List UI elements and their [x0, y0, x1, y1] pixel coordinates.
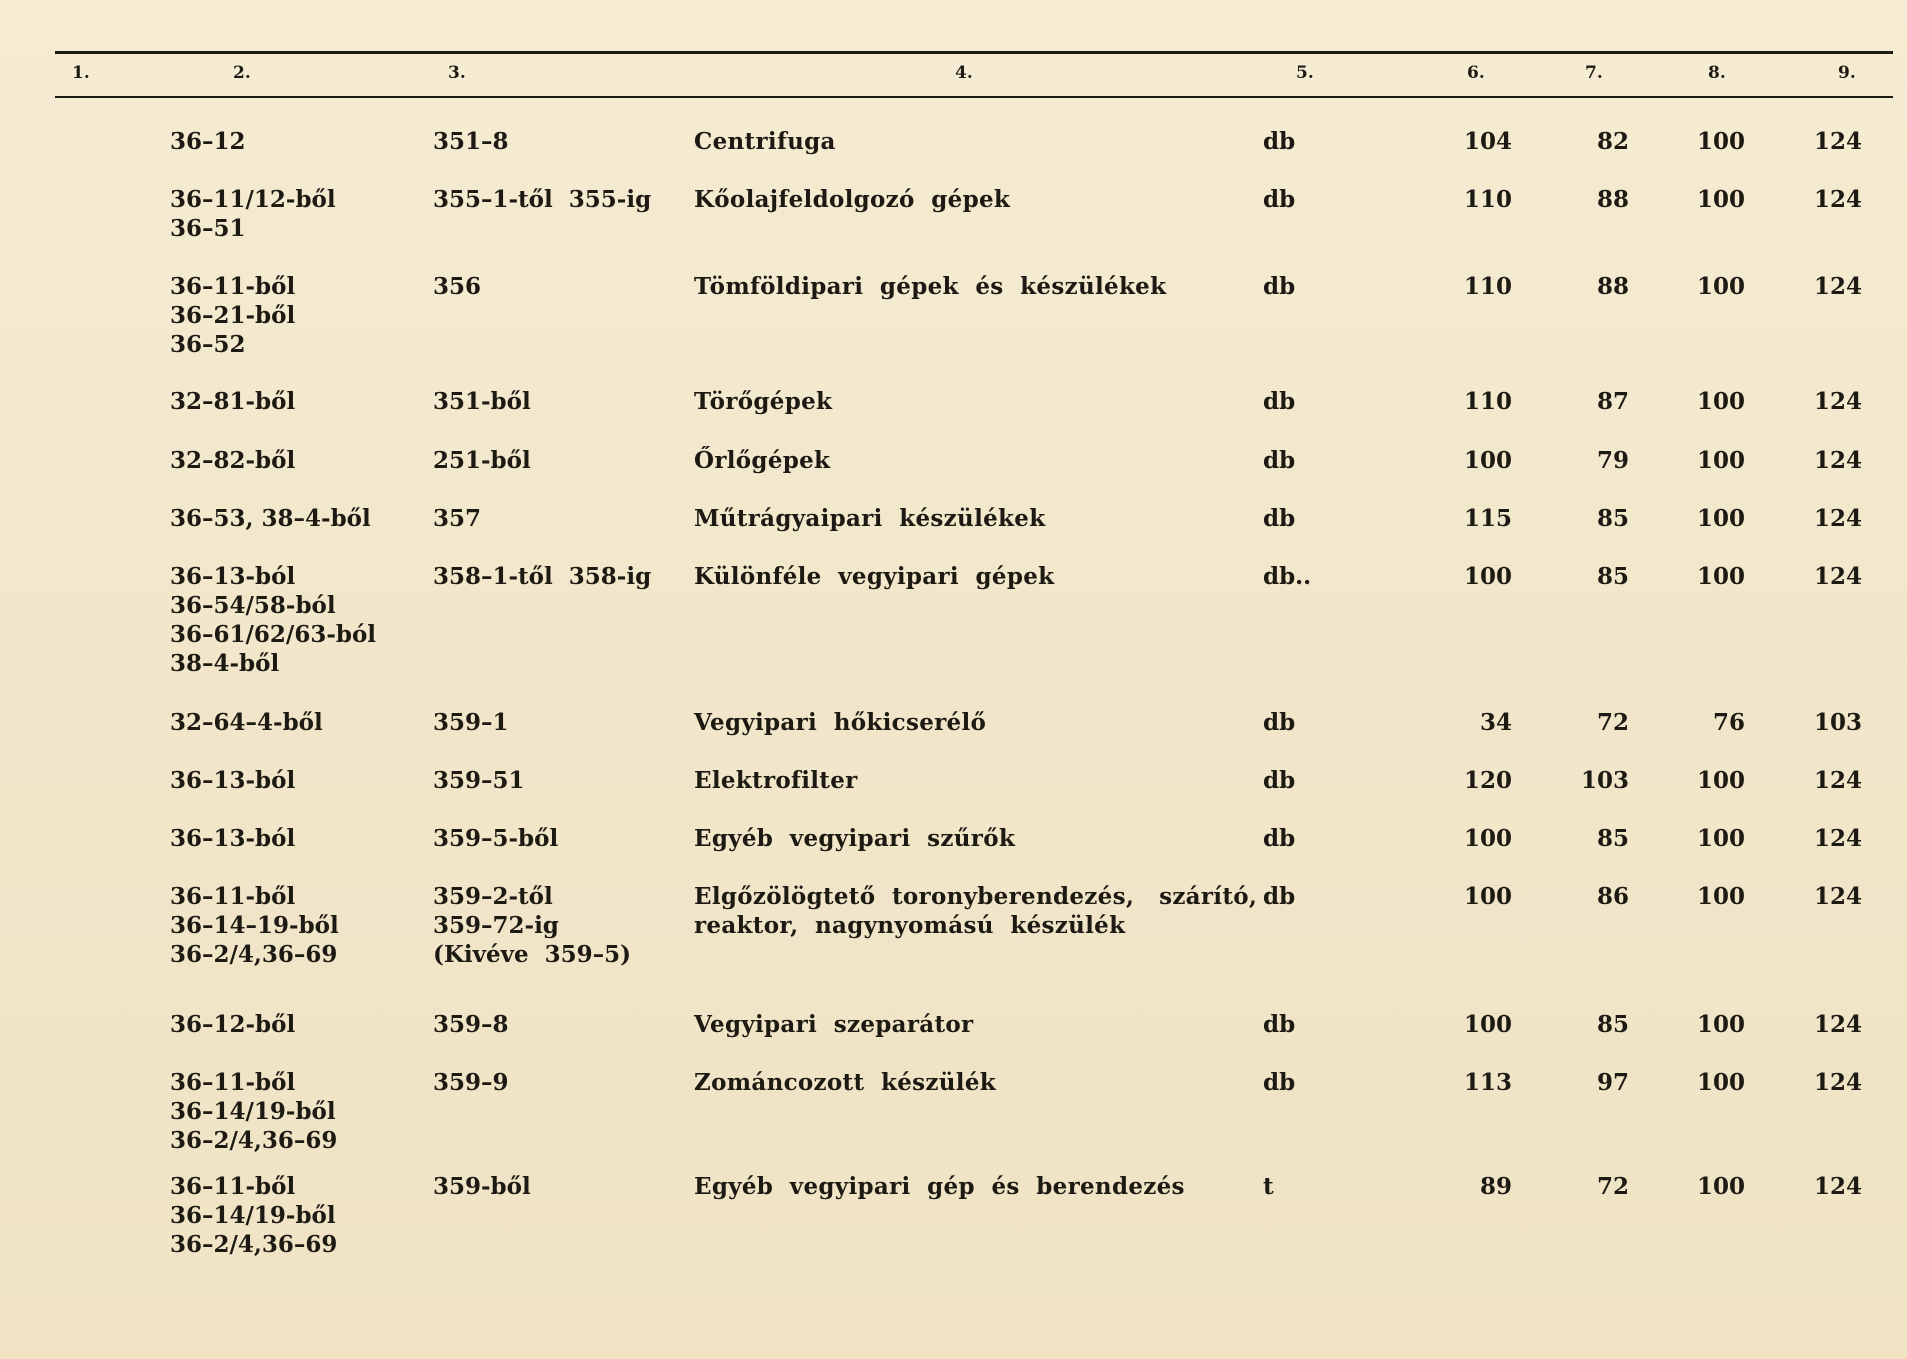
code-cell — [170, 882, 339, 969]
value-col8-cell: 100 — [1696, 447, 1745, 474]
product-name-cell — [694, 272, 1166, 301]
code-cell — [170, 446, 295, 475]
code-cell — [170, 708, 323, 737]
header-col-1: 1. — [72, 63, 90, 83]
code-cell-line: 36–61/62/63-ból — [170, 621, 377, 648]
code-cell-line: 36–12-ből — [170, 1011, 296, 1038]
unit-cell: db.. — [1263, 563, 1312, 590]
reference-cell-line: 359–51 — [433, 767, 525, 794]
reference-cell-line: 359–2-től — [433, 883, 553, 910]
product-name-cell — [694, 127, 836, 156]
reference-cell-line: 359–9 — [433, 1069, 509, 1096]
product-name-cell-line: Centrifuga — [694, 128, 836, 155]
product-name-cell — [694, 1010, 973, 1039]
value-col8-cell: 100 — [1696, 1173, 1745, 1200]
product-name-cell-line: Tömföldipari gépek és készülékek — [694, 273, 1167, 300]
table-top-rule — [55, 51, 1893, 54]
value-col9-cell: 103 — [1813, 709, 1862, 736]
value-col9-cell: 124 — [1813, 273, 1862, 300]
value-col8-cell: 100 — [1696, 563, 1745, 590]
code-cell-line: 36–14/19-ből — [170, 1098, 336, 1125]
value-col7-cell: 72 — [1596, 709, 1629, 736]
reference-cell — [433, 387, 531, 416]
value-col8-cell: 100 — [1696, 767, 1745, 794]
value-col8-cell: 100 — [1696, 1011, 1745, 1038]
reference-cell — [433, 766, 525, 795]
reference-cell-line: 351-ből — [433, 388, 531, 415]
value-col7-cell: 85 — [1596, 1011, 1629, 1038]
value-col8-cell: 100 — [1696, 883, 1745, 910]
product-name-cell — [694, 766, 858, 795]
unit-cell: t — [1263, 1173, 1274, 1200]
header-col-8: 8. — [1708, 63, 1726, 83]
product-name-cell-line: Műtrágyaipari készülékek — [694, 505, 1046, 532]
product-name-cell-line: Vegyipari szeparátor — [694, 1011, 974, 1038]
reference-cell — [433, 1172, 531, 1201]
product-name-cell-line: Elektrofilter — [694, 767, 858, 794]
reference-cell — [433, 824, 558, 853]
value-col6-cell: 104 — [1463, 128, 1512, 155]
product-name-cell — [694, 185, 1010, 214]
product-name-cell — [694, 708, 986, 737]
code-cell — [170, 272, 295, 359]
product-name-cell — [694, 1068, 996, 1097]
product-name-cell — [694, 387, 832, 416]
product-name-cell-line: Különféle vegyipari gépek — [694, 563, 1055, 590]
code-cell — [170, 1068, 337, 1155]
product-name-cell — [694, 882, 1257, 940]
value-col6-cell: 110 — [1463, 388, 1512, 415]
product-name-cell — [694, 824, 1015, 853]
value-col6-cell: 120 — [1463, 767, 1512, 794]
code-cell-line: 32–82-ből — [170, 447, 296, 474]
table-header-rule — [55, 96, 1893, 98]
product-name-cell — [694, 504, 1045, 533]
value-col9-cell: 124 — [1813, 186, 1862, 213]
code-cell-line: 36–11-ből — [170, 1069, 296, 1096]
code-cell — [170, 766, 295, 795]
value-col7-cell: 82 — [1596, 128, 1629, 155]
code-cell-line: 36–54/58-ból — [170, 592, 336, 619]
reference-cell — [433, 882, 631, 969]
reference-cell — [433, 272, 481, 301]
header-col-4: 4. — [955, 63, 973, 83]
reference-cell-line: 359-ből — [433, 1173, 531, 1200]
value-col9-cell: 124 — [1813, 1069, 1862, 1096]
value-col7-cell: 86 — [1596, 883, 1629, 910]
code-cell-line: 36–12 — [170, 128, 246, 155]
header-col-9: 9. — [1838, 63, 1856, 83]
value-col8-cell: 100 — [1696, 825, 1745, 852]
reference-cell-line: 355–1-től 355-ig — [433, 186, 652, 213]
value-col9-cell: 124 — [1813, 128, 1862, 155]
reference-cell-line: 359–8 — [433, 1011, 509, 1038]
product-name-cell — [694, 1172, 1185, 1201]
value-col8-cell: 76 — [1712, 709, 1745, 736]
reference-cell — [433, 562, 651, 591]
value-col9-cell: 124 — [1813, 505, 1862, 532]
code-cell-line: 36–52 — [170, 331, 246, 358]
value-col8-cell: 100 — [1696, 128, 1745, 155]
product-name-cell-line: Egyéb vegyipari szűrők — [694, 825, 1016, 852]
value-col6-cell: 100 — [1463, 1011, 1512, 1038]
value-col9-cell: 124 — [1813, 388, 1862, 415]
value-col9-cell: 124 — [1813, 447, 1862, 474]
unit-cell: db — [1263, 186, 1296, 213]
value-col6-cell: 100 — [1463, 825, 1512, 852]
reference-cell — [433, 504, 481, 533]
reference-cell-line: (Kivéve 359–5) — [433, 941, 632, 968]
code-cell-line: 36–53, 38–4-ből — [170, 505, 371, 532]
product-name-cell-line: Egyéb vegyipari gép és berendezés — [694, 1173, 1185, 1200]
code-cell-line: 36–14–19-ből — [170, 912, 339, 939]
code-cell — [170, 185, 336, 243]
code-cell-line: 36–2/4,36–69 — [170, 1231, 338, 1258]
value-col9-cell: 124 — [1813, 1173, 1862, 1200]
value-col8-cell: 100 — [1696, 186, 1745, 213]
value-col8-cell: 100 — [1696, 505, 1745, 532]
reference-cell-line: 358–1-től 358-ig — [433, 563, 652, 590]
code-cell — [170, 127, 246, 156]
code-cell — [170, 387, 295, 416]
value-col9-cell: 124 — [1813, 883, 1862, 910]
code-cell-line: 38–4-ből — [170, 650, 280, 677]
code-cell-line: 36–2/4,36–69 — [170, 1127, 338, 1154]
header-col-3: 3. — [448, 63, 466, 83]
value-col9-cell: 124 — [1813, 1011, 1862, 1038]
code-cell-line: 36–13-ból — [170, 563, 296, 590]
code-cell-line: 36–11-ből — [170, 883, 296, 910]
reference-cell-line: 359–72-ig — [433, 912, 559, 939]
product-name-cell-line: Elgőzölögtető toronyberendezés, szárító, — [694, 883, 1258, 910]
value-col6-cell: 89 — [1479, 1173, 1512, 1200]
value-col7-cell: 103 — [1580, 767, 1629, 794]
header-col-2: 2. — [233, 63, 251, 83]
value-col7-cell: 85 — [1596, 825, 1629, 852]
unit-cell: db — [1263, 447, 1296, 474]
product-name-cell — [694, 562, 1054, 591]
value-col6-cell: 100 — [1463, 883, 1512, 910]
product-name-cell-line: Vegyipari hőkicserélő — [694, 709, 987, 736]
value-col6-cell: 34 — [1479, 709, 1512, 736]
reference-cell — [433, 1068, 509, 1097]
value-col7-cell: 85 — [1596, 563, 1629, 590]
code-cell-line: 32–64–4-ből — [170, 709, 323, 736]
value-col6-cell: 100 — [1463, 563, 1512, 590]
reference-cell-line: 251-ből — [433, 447, 531, 474]
product-name-cell-line: Őrlőgépek — [694, 447, 831, 474]
unit-cell: db — [1263, 388, 1296, 415]
code-cell-line: 36–13-ból — [170, 767, 296, 794]
value-col9-cell: 124 — [1813, 563, 1862, 590]
product-name-cell-line: Törőgépek — [694, 388, 833, 415]
reference-cell — [433, 708, 509, 737]
value-col6-cell: 115 — [1463, 505, 1512, 532]
value-col9-cell: 124 — [1813, 825, 1862, 852]
code-cell-line: 36–14/19-ből — [170, 1202, 336, 1229]
code-cell-line: 32–81-ből — [170, 388, 296, 415]
value-col7-cell: 97 — [1596, 1069, 1629, 1096]
unit-cell: db — [1263, 1069, 1296, 1096]
reference-cell-line: 359–5-ből — [433, 825, 559, 852]
code-cell-line: 36–51 — [170, 215, 246, 242]
product-name-cell-line: Zománcozott készülék — [694, 1069, 997, 1096]
code-cell — [170, 504, 371, 533]
value-col7-cell: 72 — [1596, 1173, 1629, 1200]
unit-cell: db — [1263, 883, 1296, 910]
value-col7-cell: 79 — [1596, 447, 1629, 474]
code-cell-line: 36–13-ból — [170, 825, 296, 852]
reference-cell-line: 356 — [433, 273, 482, 300]
value-col8-cell: 100 — [1696, 388, 1745, 415]
value-col9-cell: 124 — [1813, 767, 1862, 794]
header-col-7: 7. — [1585, 63, 1603, 83]
unit-cell: db — [1263, 825, 1296, 852]
reference-cell-line: 351–8 — [433, 128, 509, 155]
unit-cell: db — [1263, 505, 1296, 532]
code-cell-line: 36–11/12-ből — [170, 186, 336, 213]
value-col8-cell: 100 — [1696, 273, 1745, 300]
unit-cell: db — [1263, 273, 1296, 300]
product-name-cell — [694, 446, 830, 475]
reference-cell — [433, 185, 651, 214]
unit-cell: db — [1263, 767, 1296, 794]
unit-cell: db — [1263, 128, 1296, 155]
reference-cell — [433, 1010, 509, 1039]
value-col6-cell: 113 — [1463, 1069, 1512, 1096]
code-cell — [170, 562, 376, 678]
code-cell — [170, 1172, 337, 1259]
value-col7-cell: 88 — [1596, 186, 1629, 213]
code-cell-line: 36–11-ből — [170, 273, 296, 300]
code-cell-line: 36–2/4,36–69 — [170, 941, 338, 968]
reference-cell — [433, 446, 531, 475]
value-col6-cell: 100 — [1463, 447, 1512, 474]
code-cell — [170, 824, 295, 853]
unit-cell: db — [1263, 709, 1296, 736]
product-name-cell-line: reaktor, nagynyomású készülék — [694, 912, 1126, 939]
value-col7-cell: 88 — [1596, 273, 1629, 300]
reference-cell — [433, 127, 509, 156]
code-cell-line: 36–11-ből — [170, 1173, 296, 1200]
code-cell — [170, 1010, 295, 1039]
reference-cell-line: 359–1 — [433, 709, 509, 736]
header-col-6: 6. — [1467, 63, 1485, 83]
value-col8-cell: 100 — [1696, 1069, 1745, 1096]
product-name-cell-line: Kőolajfeldolgozó gépek — [694, 186, 1011, 213]
value-col7-cell: 87 — [1596, 388, 1629, 415]
value-col7-cell: 85 — [1596, 505, 1629, 532]
unit-cell: db — [1263, 1011, 1296, 1038]
value-col6-cell: 110 — [1463, 186, 1512, 213]
value-col6-cell: 110 — [1463, 273, 1512, 300]
reference-cell-line: 357 — [433, 505, 482, 532]
header-col-5: 5. — [1296, 63, 1314, 83]
code-cell-line: 36–21-ből — [170, 302, 296, 329]
